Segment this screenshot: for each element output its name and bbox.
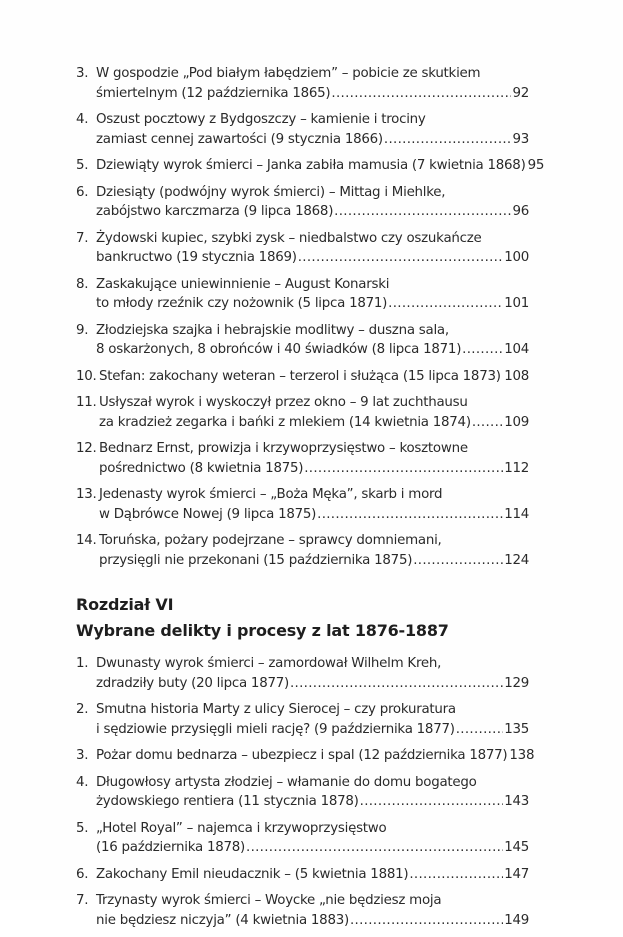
page-number: 109 bbox=[504, 414, 529, 430]
page-number: 149 bbox=[504, 912, 529, 928]
page-number: 96 bbox=[512, 204, 529, 219]
entry-number: 4. bbox=[76, 774, 89, 790]
entry-body bbox=[76, 865, 529, 885]
toc-section-chapter-v bbox=[76, 64, 545, 570]
entry-title-line bbox=[96, 865, 529, 885]
entry-title-text: pośrednictwo (8 kwietnia 1875) bbox=[99, 460, 304, 476]
entry-body bbox=[76, 700, 529, 739]
entry-title-text: przysięgli nie przekonani (15 października 1875) bbox=[99, 552, 413, 568]
entry-number: 14. bbox=[76, 533, 97, 548]
entry-body bbox=[76, 746, 535, 766]
entry-title-text: Dziesiąty (podwójny wyrok śmierci) – Mittag i Miehlke, bbox=[96, 184, 446, 200]
dot-leader bbox=[409, 865, 503, 885]
toc-entry[interactable] bbox=[76, 110, 529, 149]
toc-entry[interactable] bbox=[76, 485, 529, 524]
entry-title-text: bankructwo (19 stycznia 1869) bbox=[96, 250, 297, 265]
entry-title-line bbox=[96, 130, 529, 150]
toc-entry[interactable] bbox=[76, 439, 529, 478]
entry-title-line bbox=[96, 674, 529, 694]
entry-number: 6. bbox=[76, 184, 89, 200]
entry-title-line bbox=[96, 340, 529, 360]
page-number: 135 bbox=[504, 721, 529, 737]
dot-leader bbox=[462, 340, 503, 360]
page-number: 147 bbox=[504, 866, 529, 882]
entry-number: 3. bbox=[76, 748, 89, 763]
entry-title-line bbox=[96, 746, 535, 766]
entry-number: 9. bbox=[76, 322, 89, 338]
toc-entry[interactable] bbox=[76, 891, 529, 930]
entry-title-text: Zakochany Emil nieudacznik – (5 kwietnia 1881) bbox=[96, 866, 409, 882]
entry-title-text: Długowłosy artysta złodziej – włamanie do domu bogatego bbox=[96, 774, 477, 790]
entry-body bbox=[76, 393, 529, 432]
table-of-contents bbox=[76, 64, 545, 937]
toc-entry[interactable] bbox=[76, 183, 529, 222]
toc-entry[interactable] bbox=[76, 819, 529, 858]
entry-number: 11. bbox=[76, 395, 97, 410]
entry-title-line bbox=[96, 202, 529, 222]
page-number: 93 bbox=[512, 131, 529, 147]
dot-leader bbox=[384, 130, 512, 150]
page-number: 100 bbox=[504, 250, 529, 265]
entry-title-line bbox=[99, 459, 529, 479]
entry-body bbox=[76, 654, 529, 693]
toc-entry[interactable] bbox=[76, 700, 529, 739]
entry-title-text: to młody rzeźnik czy nożownik (5 lipca 1871) bbox=[96, 296, 388, 311]
entry-number: 7. bbox=[76, 893, 89, 908]
dot-leader bbox=[334, 202, 511, 222]
toc-entry[interactable] bbox=[76, 64, 529, 103]
entry-number: 1. bbox=[76, 656, 89, 671]
entry-number: 7. bbox=[76, 230, 89, 246]
entry-title-text: za kradzież zegarka i bańki z mlekiem (14 kwietnia 1874) bbox=[99, 414, 471, 430]
toc-entry[interactable] bbox=[76, 156, 545, 176]
entry-title-text: Trzynasty wyrok śmierci – Woycke „nie będziesz moja bbox=[96, 893, 442, 908]
entry-title-text: Żydowski kupiec, szybki zysk – niedbalstwo czy oszukańcze bbox=[96, 230, 482, 246]
entry-title-line bbox=[99, 531, 529, 551]
entry-title-line bbox=[96, 321, 529, 341]
entry-title-line bbox=[96, 792, 529, 812]
entry-title-line bbox=[99, 505, 529, 525]
entry-body bbox=[76, 229, 529, 268]
entry-title-text: w Dąbrówce Nowej (9 lipca 1875) bbox=[99, 506, 317, 522]
toc-entry[interactable] bbox=[76, 275, 529, 314]
entry-title-text: zdradziły buty (20 lipca 1877) bbox=[96, 675, 289, 691]
entry-title-text: Pożar domu bednarza – ubezpiecz i spal (12 października 1877) bbox=[96, 748, 508, 763]
entry-body bbox=[76, 773, 529, 812]
entry-title-text: (16 października 1878) bbox=[96, 840, 246, 855]
entry-title-line bbox=[96, 654, 529, 674]
page-number: 95 bbox=[527, 158, 545, 173]
entry-title-text: „Hotel Royal” – najemca i krzywoprzysięstwo bbox=[96, 820, 387, 836]
page-number: 114 bbox=[504, 506, 529, 522]
entry-title-line bbox=[96, 838, 529, 858]
entry-body bbox=[76, 110, 529, 149]
entry-number: 6. bbox=[76, 866, 89, 882]
toc-entry[interactable] bbox=[76, 367, 529, 387]
entry-title-text: i sędziowie przysięgli mieli rację? (9 października 1877) bbox=[96, 721, 455, 737]
dot-leader bbox=[246, 838, 503, 858]
dot-leader bbox=[290, 674, 503, 694]
entry-title-line bbox=[96, 911, 529, 931]
toc-section-chapter-vi bbox=[76, 654, 535, 930]
entry-title-line bbox=[96, 773, 529, 793]
toc-entry[interactable] bbox=[76, 531, 529, 570]
entry-title-line bbox=[99, 413, 529, 433]
entry-title-text: Bednarz Ernst, prowizja i krzywoprzysięstwo – kosztowne bbox=[99, 441, 468, 456]
entry-title-line bbox=[96, 700, 529, 720]
dot-leader bbox=[456, 720, 503, 740]
dot-leader bbox=[317, 505, 503, 525]
entry-number: 5. bbox=[76, 820, 89, 836]
page-number: 104 bbox=[504, 342, 529, 357]
entry-title-line bbox=[96, 110, 529, 130]
entry-number: 3. bbox=[76, 66, 89, 81]
entry-title-line bbox=[96, 819, 529, 839]
entry-title-text: Oszust pocztowy z Bydgoszczy – kamienie i trociny bbox=[96, 112, 426, 127]
entry-title-text: Stefan: zakochany weteran – terzerol i służąca (15 lipca 1873) bbox=[99, 368, 501, 384]
entry-title-text: Dwunasty wyrok śmierci – zamordował Wilhelm Kreh, bbox=[96, 656, 442, 671]
dot-leader bbox=[304, 459, 503, 479]
page-number: 101 bbox=[504, 296, 529, 311]
entry-title-line bbox=[96, 720, 529, 740]
dot-leader bbox=[331, 84, 511, 104]
entry-body bbox=[76, 891, 529, 930]
entry-title-text: W gospodzie „Pod białym łabędziem” – pobicie ze skutkiem bbox=[96, 66, 481, 81]
entry-number: 8. bbox=[76, 276, 89, 292]
entry-title-line bbox=[99, 551, 529, 571]
entry-body bbox=[76, 819, 529, 858]
chapter-label: Rozdział VI bbox=[76, 595, 174, 614]
dot-leader bbox=[388, 294, 503, 314]
entry-title-line bbox=[96, 183, 529, 203]
entry-number: 4. bbox=[76, 112, 89, 127]
entry-number: 10. bbox=[76, 368, 97, 384]
chapter-title: Wybrane delikty i procesy z lat 1876-1887 bbox=[76, 621, 449, 640]
entry-title-line bbox=[96, 248, 529, 268]
dot-leader bbox=[298, 248, 503, 268]
entry-title-text: Złodziejska szajka i hebrajskie modlitwy – duszna sala, bbox=[96, 322, 449, 338]
page-number: 143 bbox=[504, 794, 529, 809]
toc-entry[interactable] bbox=[76, 746, 535, 766]
entry-title-text: Smutna historia Marty z ulicy Sierocej – czy prokuratura bbox=[96, 702, 456, 717]
entry-title-text: zamiast cennej zawartości (9 stycznia 1866) bbox=[96, 131, 383, 147]
entry-title-text: 8 oskarżonych, 8 obrońców i 40 świadków (8 lipca 1871) bbox=[96, 342, 462, 357]
dot-leader bbox=[360, 792, 504, 812]
page-number: 145 bbox=[504, 840, 529, 855]
entry-number: 5. bbox=[76, 158, 89, 173]
entry-title-line bbox=[96, 275, 529, 295]
entry-title-text: Zaskakujące uniewinnienie – August Konarski bbox=[96, 276, 390, 292]
entry-title-line bbox=[99, 439, 529, 459]
entry-body bbox=[76, 367, 529, 387]
entry-title-line bbox=[96, 294, 529, 314]
entry-title-line bbox=[96, 64, 529, 84]
page-number: 124 bbox=[504, 552, 529, 568]
toc-entry[interactable] bbox=[76, 865, 529, 885]
entry-title-text: nie będziesz niczyja” (4 kwietnia 1883) bbox=[96, 912, 349, 928]
entry-title-text: Toruńska, pożary podejrzane – sprawcy domniemani, bbox=[99, 533, 442, 548]
entry-body bbox=[76, 321, 529, 360]
entry-title-text: śmiertelnym (12 października 1865) bbox=[96, 85, 331, 101]
entry-title-line bbox=[96, 229, 529, 249]
entry-body bbox=[76, 64, 529, 103]
entry-title-text: żydowskiego rentiera (11 stycznia 1878) bbox=[96, 794, 359, 809]
page-number: 129 bbox=[504, 675, 529, 691]
entry-body bbox=[76, 439, 529, 478]
page-number: 138 bbox=[509, 748, 535, 763]
entry-number: 13. bbox=[76, 487, 97, 502]
entry-title-line bbox=[96, 84, 529, 104]
entry-number: 12. bbox=[76, 441, 97, 456]
dot-leader bbox=[472, 413, 503, 433]
entry-title-text: Usłyszał wyrok i wyskoczył przez okno – 9 lat zuchthausu bbox=[99, 395, 468, 410]
chapter-heading bbox=[76, 592, 529, 644]
entry-number: 2. bbox=[76, 702, 89, 717]
dot-leader bbox=[350, 911, 503, 931]
entry-body bbox=[76, 531, 529, 570]
toc-entry[interactable] bbox=[76, 654, 529, 693]
toc-entry[interactable] bbox=[76, 773, 529, 812]
dot-leader bbox=[413, 551, 503, 571]
toc-entry[interactable] bbox=[76, 229, 529, 268]
toc-entry[interactable] bbox=[76, 393, 529, 432]
entry-title-line bbox=[99, 485, 529, 505]
toc-entry[interactable] bbox=[76, 321, 529, 360]
entry-title-line bbox=[96, 156, 545, 176]
entry-title-line bbox=[99, 393, 529, 413]
entry-body bbox=[76, 275, 529, 314]
entry-body bbox=[76, 156, 545, 176]
entry-body bbox=[76, 485, 529, 524]
entry-title-text: Jedenasty wyrok śmierci – „Boża Męka”, skarb i mord bbox=[99, 487, 443, 502]
page-number: 92 bbox=[512, 85, 529, 101]
page-number: 112 bbox=[504, 460, 529, 476]
entry-title-text: Dziewiąty wyrok śmierci – Janka zabiła mamusia (7 kwietnia 1868) bbox=[96, 158, 526, 173]
entry-body bbox=[76, 183, 529, 222]
entry-title-line bbox=[99, 367, 529, 387]
page-number: 108 bbox=[504, 368, 529, 384]
entry-title-text: zabójstwo karczmarza (9 lipca 1868) bbox=[96, 204, 334, 219]
entry-title-line bbox=[96, 891, 529, 911]
dot-leader bbox=[502, 367, 503, 387]
